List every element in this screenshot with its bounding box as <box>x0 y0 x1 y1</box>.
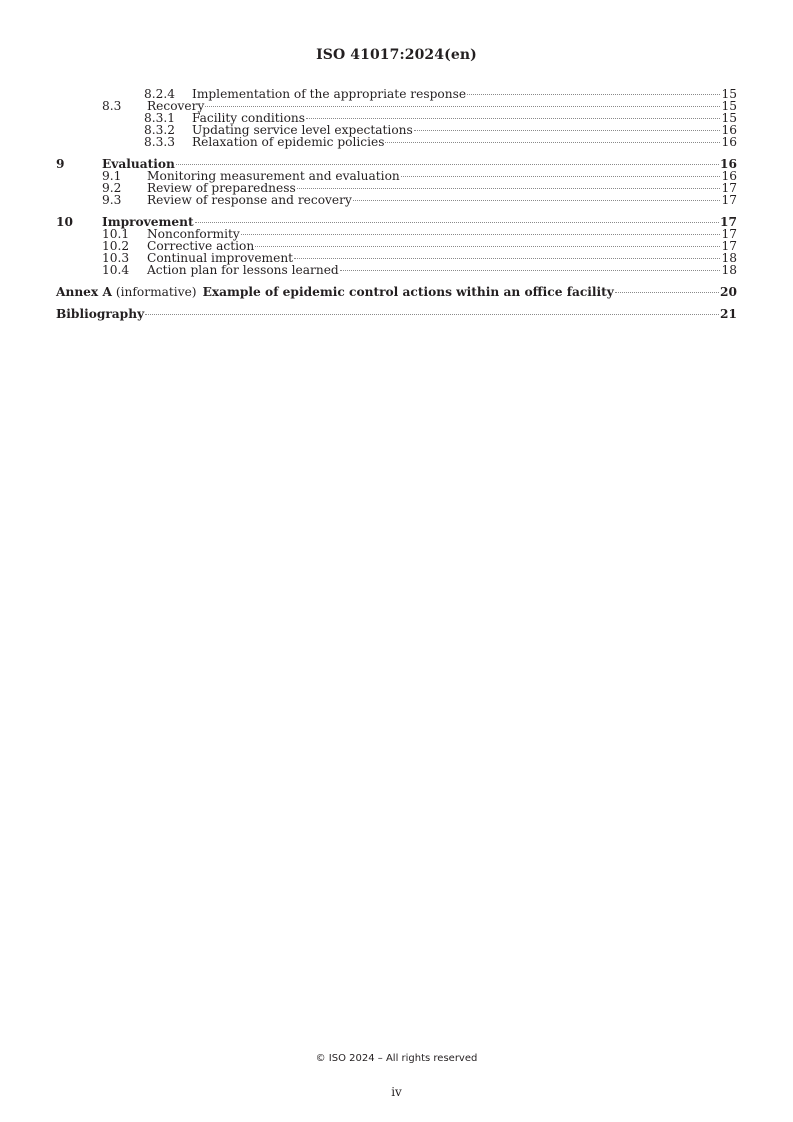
dot-leader <box>385 142 720 143</box>
dot-leader <box>467 94 720 95</box>
toc-entry-annex[interactable] <box>56 286 737 298</box>
dot-leader <box>414 130 721 131</box>
toc-entry-bibliography[interactable] <box>56 308 737 320</box>
toc-entry-title: Monitoring measurement and evaluation <box>147 169 400 183</box>
toc-entry-title: Review of response and recovery <box>147 193 352 207</box>
table-of-contents <box>56 88 737 320</box>
annex-qualifier: (informative) <box>115 285 197 299</box>
toc-entry[interactable] <box>56 264 737 276</box>
toc-entry-title: Nonconformity <box>147 227 240 241</box>
toc-entry-page: 15 <box>721 111 737 125</box>
toc-entry-title: Relaxation of epidemic policies <box>192 135 385 149</box>
toc-entry-number: 9.3 <box>102 193 122 207</box>
dot-leader <box>205 106 720 107</box>
toc-entry-page: 17 <box>721 181 737 195</box>
toc-entry-number: 10.2 <box>102 239 130 253</box>
toc-entry-title: Recovery <box>147 99 205 113</box>
dot-leader <box>176 164 719 165</box>
annex-title: Example of epidemic control actions within an office facility <box>202 285 614 299</box>
toc-entry-page: 17 <box>721 227 737 241</box>
toc-entry-page: 18 <box>721 263 737 277</box>
toc-entry-page: 17 <box>721 193 737 207</box>
toc-entry-number: 9 <box>56 157 65 171</box>
toc-entry-page: 17 <box>720 215 737 229</box>
toc-entry-page: 15 <box>721 87 737 101</box>
toc-entry-title: Bibliography <box>56 307 145 321</box>
toc-entry[interactable] <box>56 194 737 206</box>
toc-entry-title: Continual improvement <box>147 251 294 265</box>
toc-entry-number: 10.3 <box>102 251 130 265</box>
toc-entry-title: Review of preparedness <box>147 181 296 195</box>
toc-entry-number: 10.4 <box>102 263 130 277</box>
toc-entry-page: 16 <box>721 135 737 149</box>
toc-entry-page: 18 <box>721 251 737 265</box>
toc-entry-number: 9.2 <box>102 181 122 195</box>
toc-entry-page: 16 <box>721 123 737 137</box>
toc-entry-page: 17 <box>721 239 737 253</box>
annex-label: Annex A <box>56 285 112 299</box>
toc-entry-title: Implementation of the appropriate response <box>192 87 467 101</box>
toc-entry-page: 16 <box>720 157 737 171</box>
toc-entry-title: Facility conditions <box>192 111 306 125</box>
dot-leader <box>145 314 719 315</box>
toc-entry-number: 10 <box>56 215 73 229</box>
toc-entry-title: Evaluation <box>102 157 175 171</box>
dot-leader <box>255 246 720 247</box>
toc-entry-page: 20 <box>720 285 737 299</box>
toc-entry-number: 8.3.2 <box>144 123 176 137</box>
toc-entry-title: Corrective action <box>147 239 255 253</box>
dot-leader <box>306 118 720 119</box>
toc-entry-number: 8.3.1 <box>144 111 176 125</box>
toc-entry-number: 9.1 <box>102 169 122 183</box>
toc-entry-number: 10.1 <box>102 227 130 241</box>
toc-entry-number: 8.3 <box>102 99 122 113</box>
page-number: iv <box>391 1085 402 1099</box>
document-header: ISO 41017:2024(en) <box>316 47 477 63</box>
dot-leader <box>294 258 720 259</box>
dot-leader <box>340 270 721 271</box>
dot-leader <box>241 234 721 235</box>
toc-entry-number: 8.2.4 <box>144 87 176 101</box>
dot-leader <box>615 292 719 293</box>
toc-entry-title: Improvement <box>102 215 194 229</box>
toc-entry[interactable] <box>56 136 737 148</box>
copyright-notice: © ISO 2024 – All rights reserved <box>315 1053 478 1064</box>
dot-leader <box>353 200 721 201</box>
dot-leader <box>195 222 719 223</box>
toc-entry-title: Updating service level expectations <box>192 123 413 137</box>
toc-entry-number: 8.3.3 <box>144 135 176 149</box>
dot-leader <box>297 188 721 189</box>
toc-entry-page: 21 <box>720 307 737 321</box>
toc-entry-page: 15 <box>721 99 737 113</box>
toc-entry-page: 16 <box>721 169 737 183</box>
toc-entry-title: Action plan for lessons learned <box>147 263 339 277</box>
dot-leader <box>401 176 721 177</box>
